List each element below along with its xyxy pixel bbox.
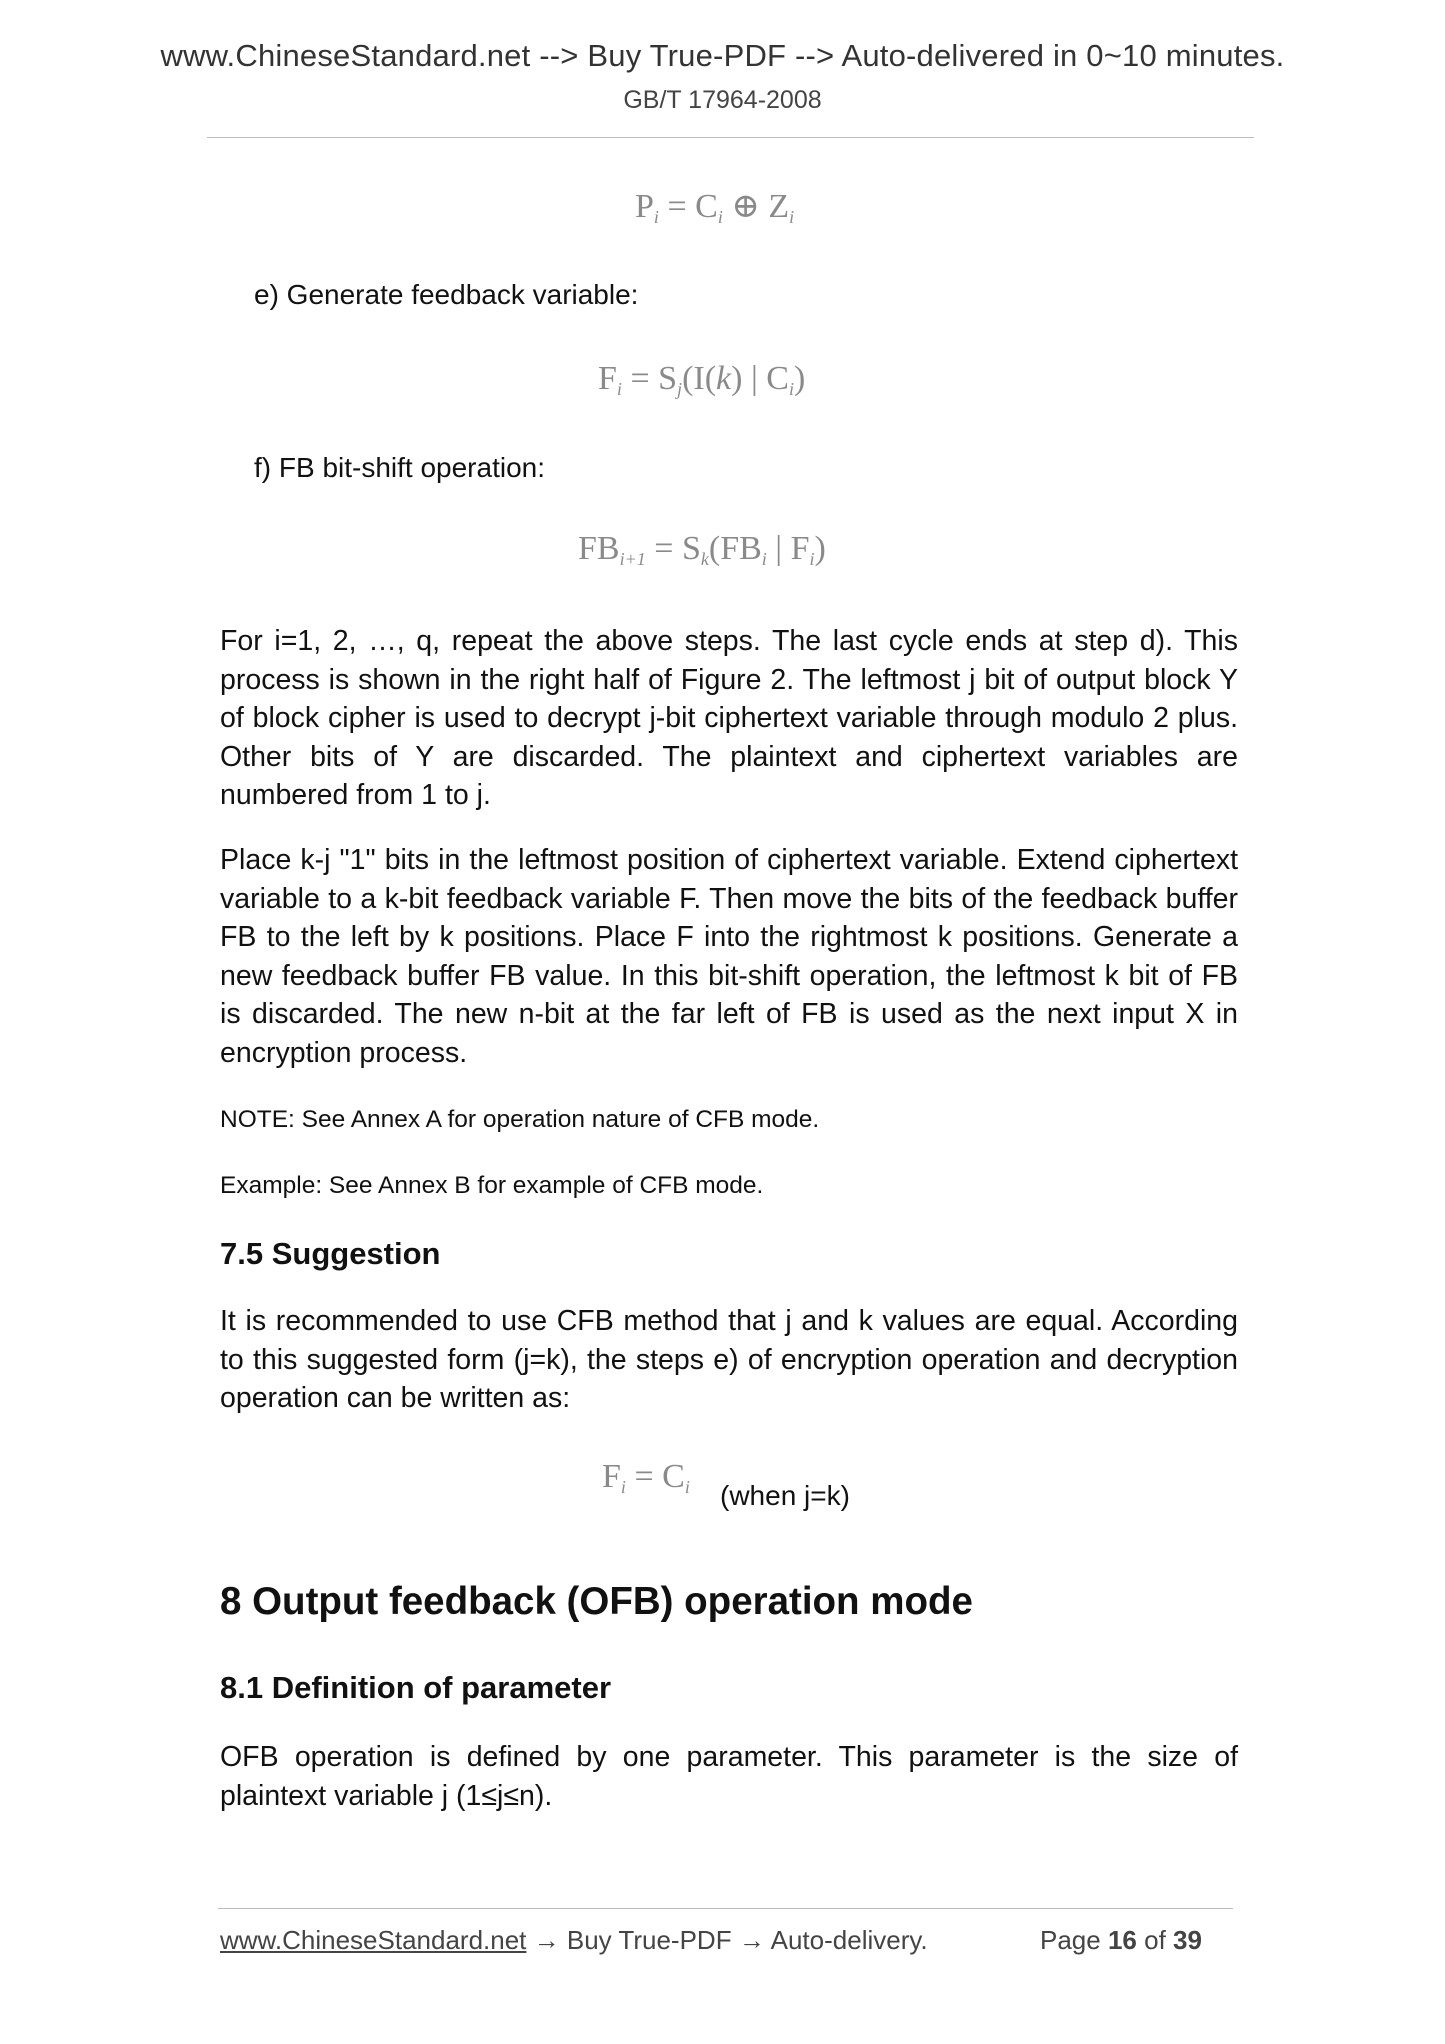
- formula-bit-shift: $FB_{i+1} = S_k(FB_i$ | $F_i$): [578, 530, 826, 569]
- heading-8-1: 8.1 Definition of parameter: [220, 1670, 612, 1705]
- page-indicator: Page 16 of 39: [1040, 1925, 1202, 1955]
- footer-auto-text: Auto-delivery.: [770, 1925, 928, 1955]
- formula-condition: (when j=k): [720, 1480, 850, 1511]
- step-f: f) FB bit-shift operation:: [254, 452, 546, 483]
- example-annex-b: Example: See Annex B for example of CFB mode.: [220, 1172, 764, 1199]
- heading-8: 8 Output feedback (OFB) operation mode: [220, 1580, 973, 1623]
- formula-feedback: $F_i = S_j(I(k)$ | $C_i$): [598, 360, 806, 399]
- paragraph-repeat-steps: For i=1, 2, …, q, repeat the above steps. The last cycle ends at step d). This process is shown in the right half of Figure 2. The leftmost j bit of output block Y of block cipher is used to decrypt j-bit ciphertext variable through modulo 2 plus. Other bits of Y are discarded. The plaintext and ciphertext variables are numbered from 1 to j.: [220, 625, 1238, 811]
- page-number: 16: [1107, 1925, 1137, 1955]
- arrow-icon: →: [738, 1925, 765, 1955]
- footer-left: [220, 1925, 928, 1956]
- header-banner: www.ChineseStandard.net --> Buy True-PDF --> Auto-delivered in 0~10 minutes.: [160, 38, 1285, 73]
- page-total: 39: [1173, 1925, 1202, 1955]
- paragraph-suggestion: It is recommended to use CFB method that j and k values are equal. According to this suggested form (j=k), the steps e) of encryption operation and decryption operation can be written as:: [220, 1305, 1238, 1414]
- step-e: e) Generate feedback variable:: [254, 279, 639, 310]
- arrow-icon: →: [533, 1925, 560, 1955]
- header-divider: [207, 137, 1254, 138]
- heading-7-5: 7.5 Suggestion: [220, 1236, 441, 1271]
- paragraph-place-bits: Place k-j "1" bits in the leftmost position of ciphertext variable. Extend ciphertext variable to a k-bit feedback variable F. Then move the bits of the feedback buffer FB to the left by k positions. Place F into the rightmost k positions. Generate a new feedback buffer FB value. In this bit-shift operation, the leftmost k bit of FB is discarded. The new n-bit at the far left of FB is used as the next input X in encryption process.: [220, 844, 1238, 1069]
- note-annex-a: NOTE: See Annex A for operation nature of CFB mode.: [220, 1106, 820, 1133]
- formula-plaintext: $P_i = C_i$ ⊕ $Z_i$: [635, 188, 795, 227]
- footer-divider: [218, 1908, 1233, 1909]
- paragraph-ofb-definition: OFB operation is defined by one parameter. This parameter is the size of plaintext variable j (1≤j≤n).: [220, 1741, 1238, 1812]
- formula-suggested: $F_i = C_i$: [602, 1458, 690, 1497]
- footer-buy-text: Buy True-PDF: [566, 1925, 732, 1955]
- footer-site-link[interactable]: www.ChineseStandard.net: [220, 1925, 527, 1955]
- standard-number: GB/T 17964-2008: [623, 86, 822, 114]
